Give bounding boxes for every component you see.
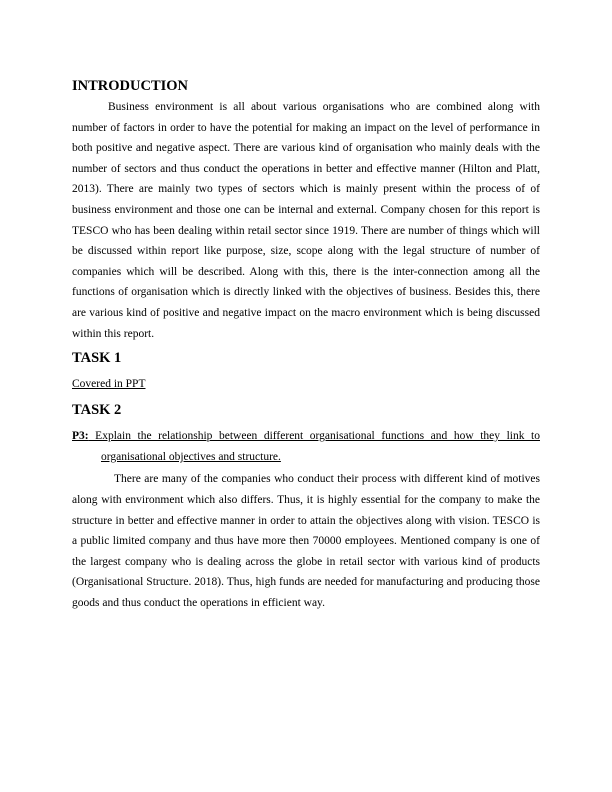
- introduction-paragraph: Business environment is all about various organisations who are combined along with number of factors in order to have the potential for making an impact on the level of performance in both positive and negative aspect. There are various kind of organisation who mainly deals with the number of sectors and thus conduct the operations in better and effective manner (Hilton and Platt, 2013). There are mainly two types of sectors which is mainly present within the process of of business environment and those one can be internal and external. Company chosen for this report is TESCO who has been dealing within retail sector since 1919. There are number of things which will be discussed within report like purpose, size, scope along with the legal structure of number of companies which will be described. Along with this, there is the inter-connection among all the functions of organisation which is directly linked with the objectives of business. Besides this, there are various kind of positive and negative impact on the macro environment which is being discussed within this report.: [72, 101, 540, 340]
- task1-heading: TASK 1: [72, 350, 122, 367]
- document-page: [72, 76, 540, 613]
- introduction-heading: INTRODUCTION: [72, 78, 189, 94]
- task2-paragraph: There are many of the companies who conduct their process with different kind of motives along with environment which also differs. Thus, it is highly essential for the company to make the structure in better and effective manner in order to attain the objectives along with vision. TESCO is a public limited company and thus have more then 70000 employees. Mentioned company is one of the largest company who is dealing across the globe in retail sector with various kind of products (Organisational Structure. 2018). Thus, high funds are needed for manufacturing and producing those goods and thus conduct the operations in efficient way.: [72, 473, 540, 609]
- p3-label: P3:: [72, 430, 89, 443]
- p3-text: Explain the relationship between different organisational functions and how they link to organisational objectives and structure.: [88, 430, 540, 463]
- task2-heading: TASK 2: [72, 402, 122, 419]
- p3-criterion: [72, 426, 540, 467]
- task1-note: Covered in PPT: [72, 378, 146, 391]
